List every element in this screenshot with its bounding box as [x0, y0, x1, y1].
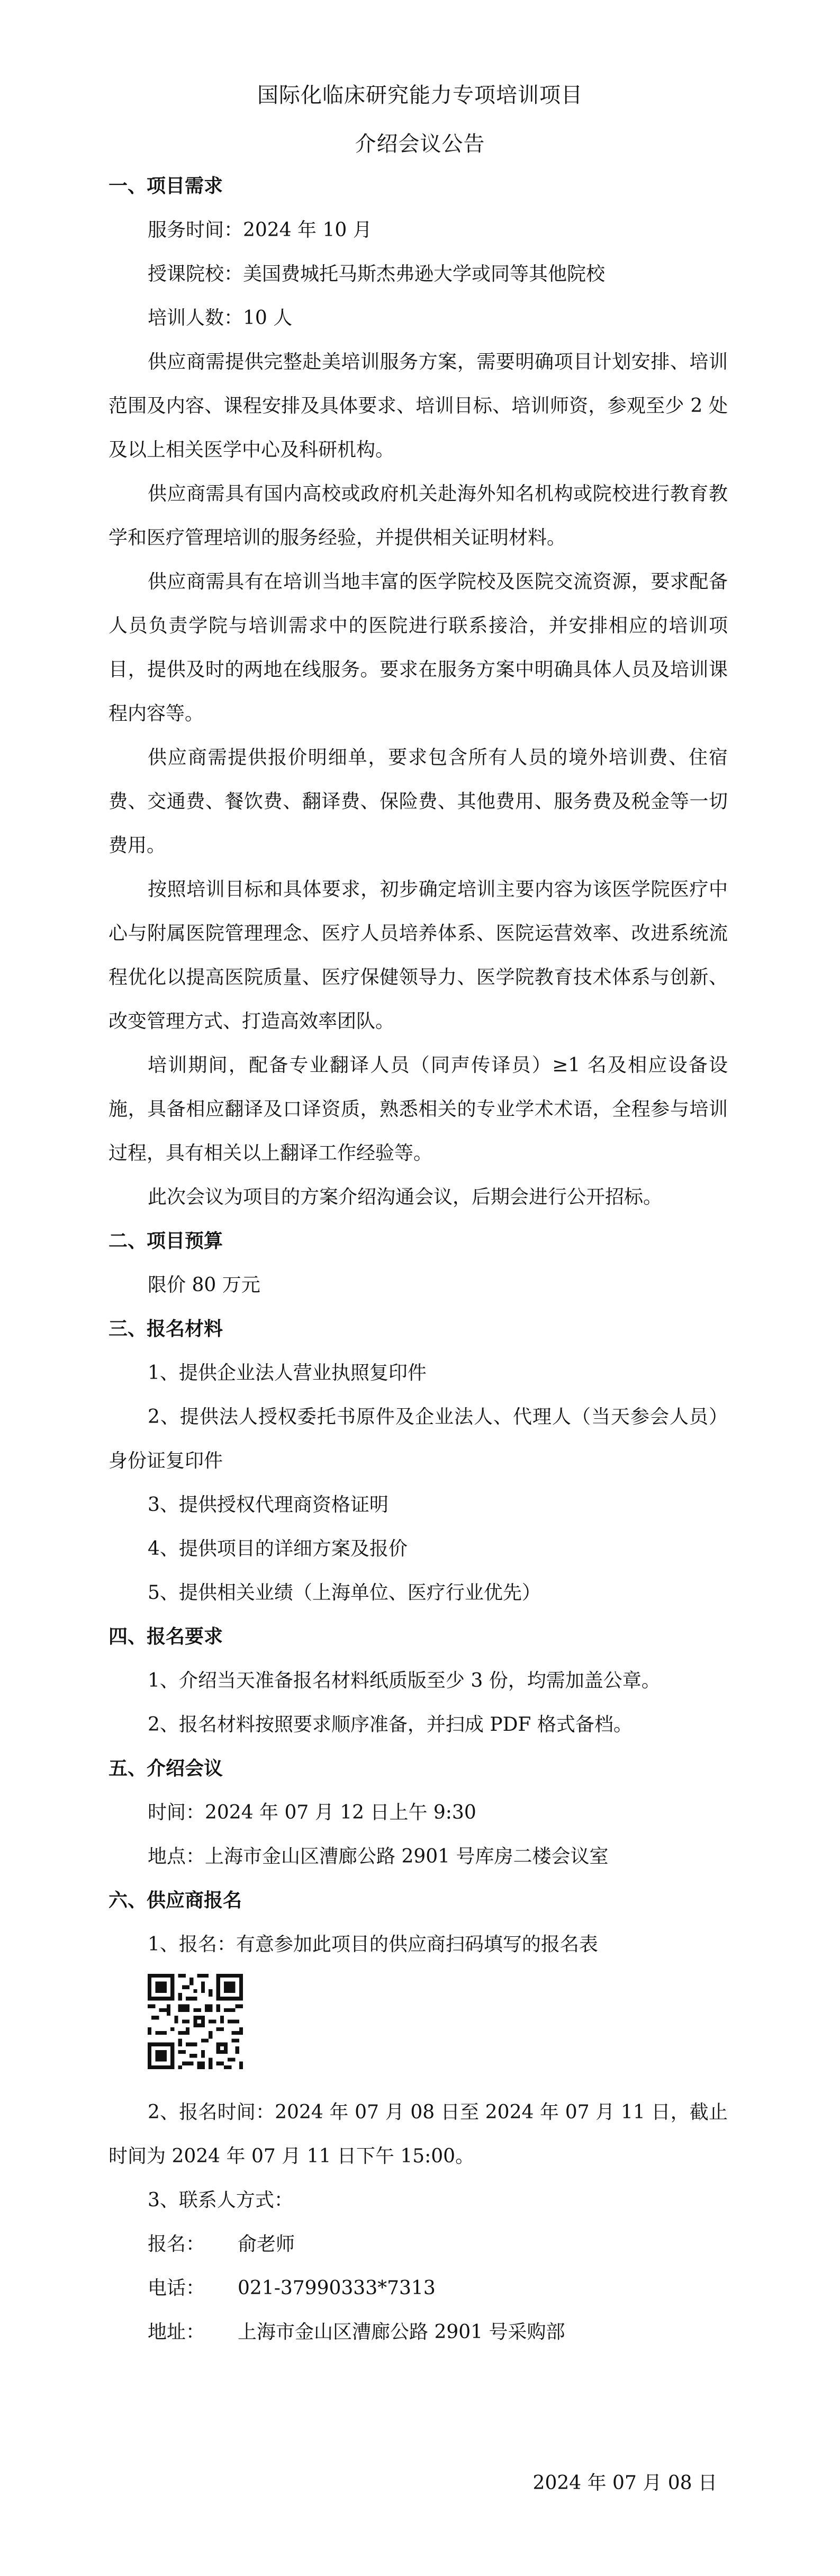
material-item: 4、提供项目的详细方案及报价 [148, 1538, 408, 1560]
registration-requirement-item: 2、报名材料按照要求顺序准备，并扫成 PDF 格式备档。 [148, 1714, 633, 1736]
document-title: 国际化临床研究能力专项培训项目 [257, 83, 583, 108]
registration-requirement-item: 1、介绍当天准备报名材料纸质版至少 3 份，均需加盖公章。 [148, 1670, 661, 1692]
contact-label: 地址： [148, 2321, 205, 2343]
requirement-paragraph-1: 供应商需提供完整赴美培训服务方案，需要明确项目计划安排、培训范围及内容、课程安排及具体要求、培训目标、培训师资，参观至少 2 处及以上相关医学中心及科研机构。 [109, 351, 728, 461]
contact-value: 021-37990333*7313 [238, 2277, 436, 2299]
section-heading-requirements: 一、项目需求 [109, 175, 223, 197]
service-time: 服务时间：2024 年 10 月 [148, 219, 372, 241]
announcement-date: 2024 年 07 月 08 日 [532, 2472, 717, 2494]
registration-qr-code[interactable] [148, 1974, 243, 2069]
contact-label: 报名： [148, 2233, 205, 2255]
material-item: 5、提供相关业绩（上海单位、医疗行业优先） [148, 1582, 541, 1604]
document-subtitle: 介绍会议公告 [355, 132, 485, 156]
material-item: 2、提供法人授权委托书原件及企业法人、代理人（当天参会人员）身份证复印件 [109, 1406, 728, 1472]
requirement-paragraph-4: 供应商需提供报价明细单，要求包含所有人员的境外培训费、住宿费、交通费、餐饮费、翻译费、保险费、其他费用、服务费及税金等一切费用。 [109, 747, 728, 856]
contact-address-row [109, 2310, 728, 2354]
requirement-paragraph-6: 培训期间，配备专业翻译人员（同声传译员）≥1 名及相应设备设施，具备相应翻译及口译资质，熟悉相关的专业学术术语，全程参与培训过程，具有相关以上翻译工作经验等。 [109, 1054, 728, 1164]
contact-phone-row [109, 2266, 728, 2310]
section-heading-registration-requirements: 四、报名要求 [109, 1625, 223, 1648]
section-heading-supplier-registration: 六、供应商报名 [109, 1889, 242, 1911]
registration-item-2: 2、报名时间：2024 年 07 月 08 日至 2024 年 07 月 11 日，截止时间为 2024 年 07 月 11 日下午 15:00。 [109, 2101, 728, 2167]
requirement-paragraph-2: 供应商需具有国内高校或政府机关赴海外知名机构或院校进行教育教学和医疗管理培训的服务经验，并提供相关证明材料。 [109, 483, 728, 549]
section-heading-materials: 三、报名材料 [109, 1318, 223, 1340]
meeting-time: 时间：2024 年 07 月 12 日上午 9:30 [148, 1802, 476, 1823]
section-heading-meeting: 五、介绍会议 [109, 1757, 223, 1779]
material-item: 3、提供授权代理商资格证明 [148, 1494, 389, 1516]
material-item: 1、提供企业法人营业执照复印件 [148, 1362, 427, 1384]
teaching-school: 授课院校：美国费城托马斯杰弗逊大学或同等其他院校 [148, 263, 606, 285]
registration-item-1: 1、报名：有意参加此项目的供应商扫码填写的报名表 [148, 1934, 598, 1955]
requirement-paragraph-3: 供应商需具有在培训当地丰富的医学院校及医院交流资源，要求配备人员负责学院与培训需求中的医院进行联系接洽，并安排相应的培训项目，提供及时的两地在线服务。要求在服务方案中明确具体人员及培训课程内容等。 [109, 571, 728, 724]
contact-value: 俞老师 [238, 2233, 295, 2255]
requirement-paragraph-5: 按照培训目标和具体要求，初步确定培训主要内容为该医学院医疗中心与附属医院管理理念、医疗人员培养体系、医院运营效率、改进系统流程优化以提高医院质量、医疗保健领导力、医学院教育技术体系与创新、改变管理方式、打造高效率团队。 [109, 879, 728, 1032]
document-body [109, 164, 728, 2354]
budget-limit: 限价 80 万元 [148, 1274, 260, 1296]
contact-label: 电话： [148, 2277, 205, 2299]
requirement-paragraph-7: 此次会议为项目的方案介绍沟通会议，后期会进行公开招标。 [148, 1186, 663, 1208]
contact-name-row [109, 2222, 728, 2266]
section-heading-budget: 二、项目预算 [109, 1230, 223, 1252]
contact-value: 上海市金山区漕廊公路 2901 号采购部 [238, 2321, 565, 2343]
registration-item-3: 3、联系人方式： [148, 2189, 293, 2211]
meeting-place: 地点：上海市金山区漕廊公路 2901 号库房二楼会议室 [148, 1846, 609, 1867]
trainee-count: 培训人数：10 人 [148, 307, 293, 329]
